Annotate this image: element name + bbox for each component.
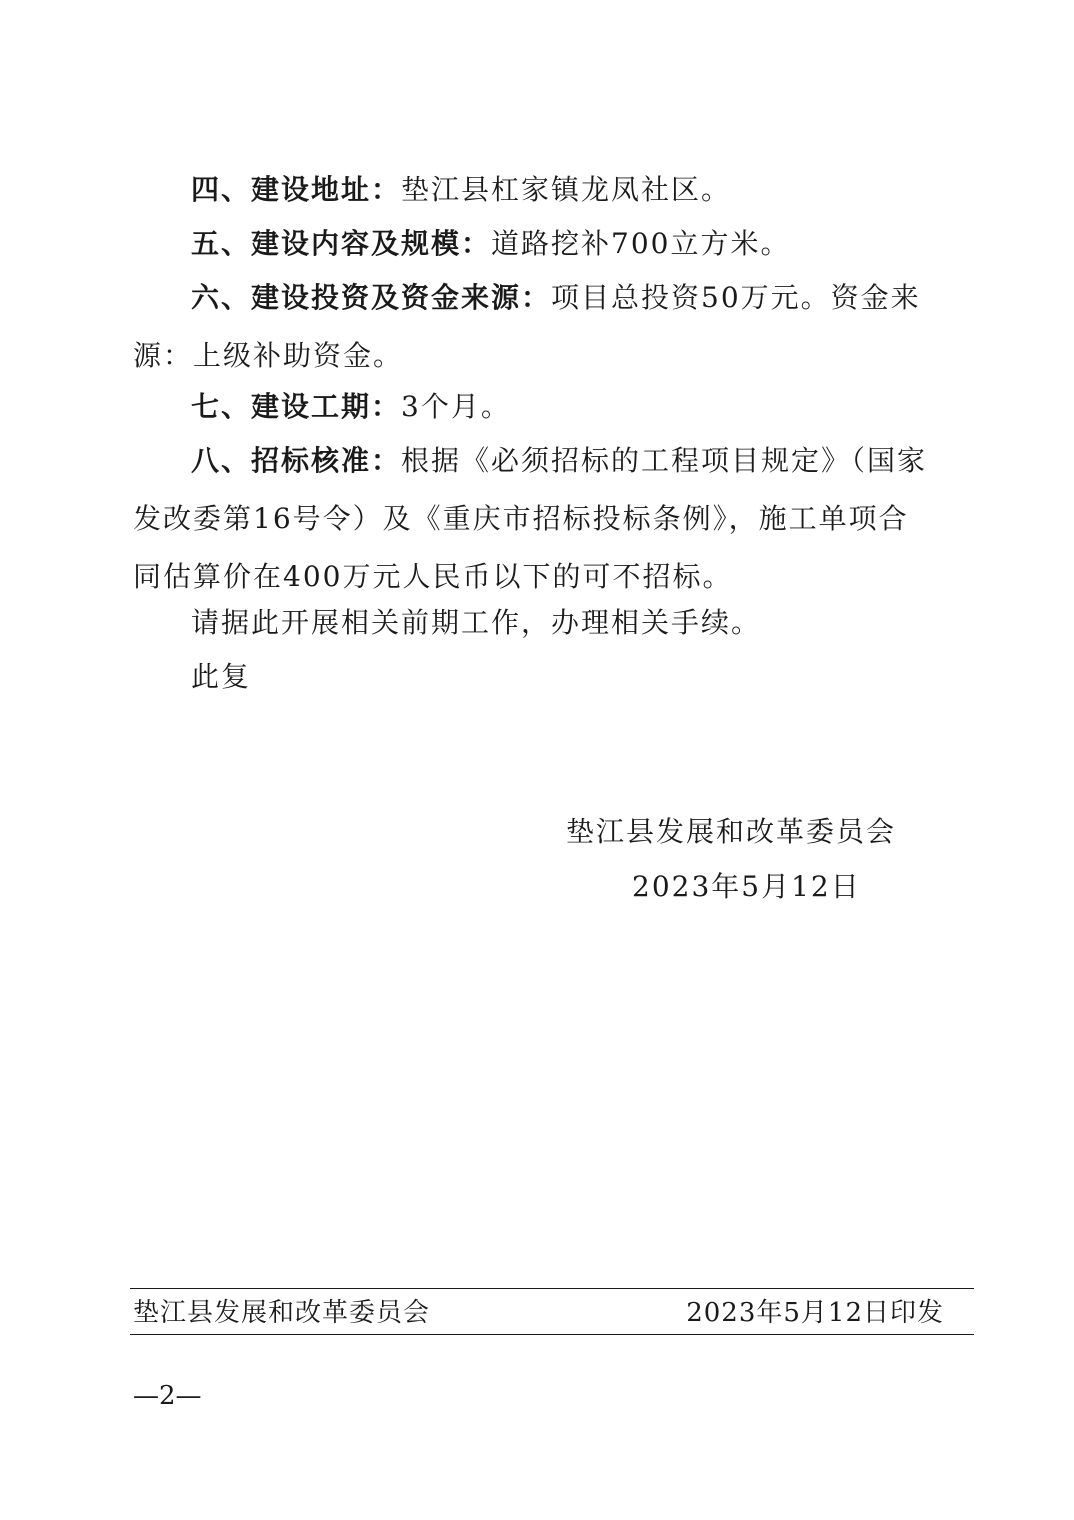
- footer-bottom-rule: [130, 1334, 974, 1335]
- closing-instruction: 请据此开展相关前期工作，办理相关手续。: [191, 606, 762, 639]
- item-construction-scope: [133, 215, 933, 273]
- item-heading: 八、招标核准：: [191, 444, 402, 477]
- item-heading: 六、建设投资及资金来源：: [191, 281, 552, 314]
- item-investment-source: [133, 269, 933, 385]
- item-text: 项目总投资50万元。资金来源：上级补助资金。: [133, 281, 921, 372]
- signature-date: 2023年5月12日: [632, 870, 861, 903]
- footer-issuer: 垫江县发展和改革委员会: [133, 1298, 431, 1328]
- item-construction-period: [133, 378, 933, 436]
- item-heading: 五、建设内容及规模：: [191, 227, 492, 260]
- footer-issue-date: 2023年5月12日印发: [686, 1298, 944, 1328]
- item-text: 根据《必须招标的工程项目规定》（国家发改委第16号令）及《重庆市招标投标条例》，施工单项合同估算价在400万元人民币以下的可不招标。: [133, 444, 928, 593]
- item-heading: 七、建设工期：: [191, 390, 402, 423]
- item-tender-approval: [133, 432, 933, 606]
- signature-organization: 垫江县发展和改革委员会: [566, 815, 897, 848]
- footer-top-rule: [130, 1288, 974, 1289]
- item-construction-address: [133, 161, 933, 219]
- item-text: 垫江县杠家镇龙凤社区。: [401, 173, 732, 206]
- closing-word: 此复: [191, 660, 252, 693]
- page-number: —2—: [133, 1381, 202, 1411]
- item-heading: 四、建设地址：: [191, 173, 402, 206]
- item-text: 道路挖补700立方米。: [491, 227, 791, 260]
- item-text: 3个月。: [401, 390, 511, 423]
